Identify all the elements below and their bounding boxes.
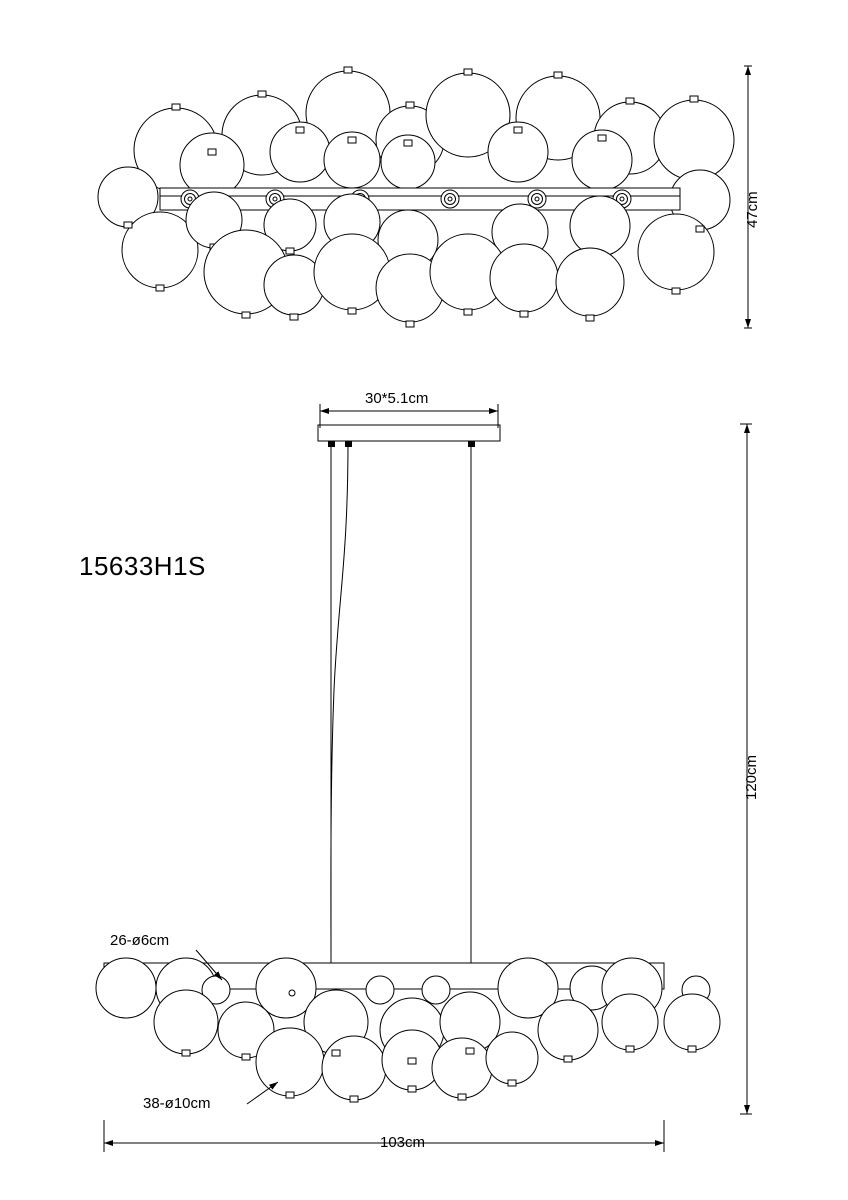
top-view-dimension-label: 47cm: [744, 191, 761, 228]
large-globe-callout-label: 38-ø10cm: [143, 1095, 211, 1112]
model-code-label: 15633H1S: [79, 551, 206, 581]
height-dimension-label: 120cm: [743, 754, 760, 800]
width-dimension-label: 103cm: [380, 1134, 426, 1151]
canopy: [318, 425, 500, 441]
canopy-dimension-line: [320, 404, 498, 428]
small-globe-callout-label: 26-ø6cm: [110, 932, 170, 949]
cable-mounts: [328, 441, 475, 447]
top-view-group: [98, 66, 752, 328]
canopy-dimension-label: 30*5.1cm: [365, 390, 429, 407]
front-view-group: [96, 404, 752, 1152]
suspension-cables: [331, 441, 471, 963]
